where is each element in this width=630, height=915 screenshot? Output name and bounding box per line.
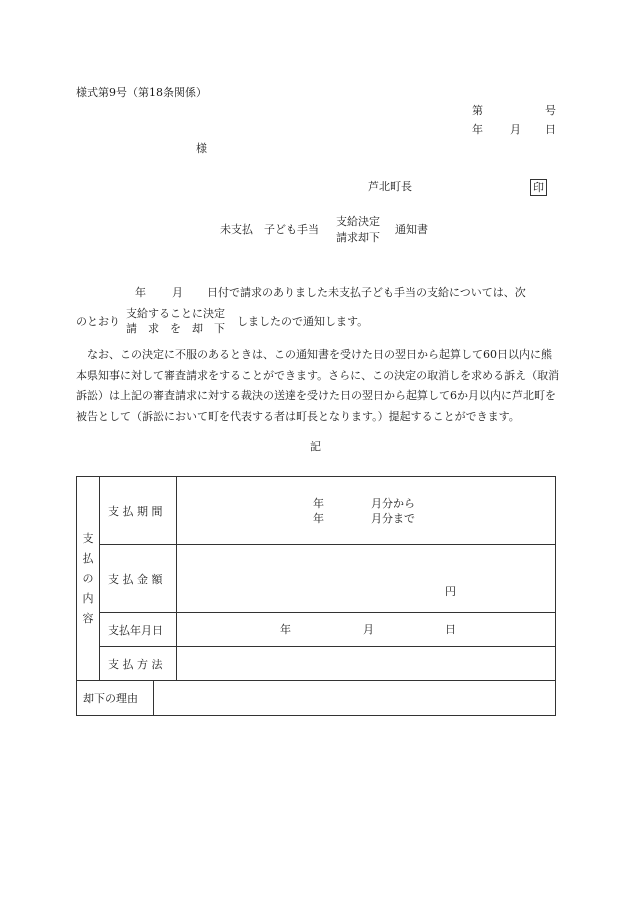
period-from-year: 年 xyxy=(313,497,324,510)
amount-unit: 円 xyxy=(445,585,456,598)
payment-date-year: 年 xyxy=(280,623,291,636)
title-prefix: 未支払 子ども手当 xyxy=(220,223,319,236)
doc-number-suffix: 号 xyxy=(545,104,556,117)
payment-date-field[interactable] xyxy=(177,613,556,647)
section-char: 容 xyxy=(82,611,94,625)
section-char: 支 xyxy=(82,531,94,545)
body-line2-prefix: のとおり xyxy=(76,315,120,328)
addressee-suffix: 様 xyxy=(196,142,207,155)
table-row-date xyxy=(77,613,556,647)
section-char: 払 xyxy=(82,551,94,565)
issuer-name: 芦北町長 xyxy=(368,180,412,193)
table-row-period xyxy=(77,477,556,545)
period-to-year: 年 xyxy=(313,512,324,525)
seal-mark: 印 xyxy=(530,179,547,196)
doc-number-prefix: 第 xyxy=(472,104,483,117)
body-line1-text: 日付で請求のありました未支払子ども手当の支給については、次 xyxy=(207,286,526,299)
rejection-reason-label: 却下の理由 xyxy=(77,681,154,716)
payment-amount-label: 支 払 金 額 xyxy=(100,545,177,613)
payment-period-field[interactable] xyxy=(177,477,556,545)
payment-method-label: 支 払 方 法 xyxy=(100,647,177,681)
table-row-reason xyxy=(77,681,556,716)
body-year: 年 xyxy=(135,286,146,299)
payment-date-day: 日 xyxy=(445,623,456,636)
period-to-month: 月分まで xyxy=(371,512,415,525)
table-row-amount xyxy=(77,545,556,613)
title-option-top: 支給決定 xyxy=(336,215,380,228)
issue-date-day: 日 xyxy=(545,123,556,136)
payment-date-month: 月 xyxy=(363,623,374,636)
body-month: 月 xyxy=(172,286,183,299)
ki-heading: 記 xyxy=(310,440,321,453)
title-option-bottom: 請求却下 xyxy=(336,231,380,244)
body-line2-option-bottom: 請 求 を 却 下 xyxy=(126,322,225,335)
payment-period-label: 支 払 期 間 xyxy=(100,477,177,545)
payment-content-section xyxy=(77,477,100,681)
period-from-month: 月分から xyxy=(371,497,415,510)
appeal-notice: なお、この決定に不服のあるときは、この通知書を受けた日の翌日から起算して60日以内に熊本県知事に対して審査請求をすることができます。さらに、この決定の取消しを求める訴え（取消訴訟）は上記の審査請求に対する裁決の送達を受けた日の翌日から起算して6か月以内に芦北町を被告として（訴訟において町を代表する者は町長となります。）提起することができます。 xyxy=(76,348,560,423)
payment-table xyxy=(76,476,556,681)
section-char: の xyxy=(82,571,94,585)
form-id: 様式第9号（第18条関係） xyxy=(76,86,207,99)
payment-method-field[interactable] xyxy=(177,647,556,681)
payment-date-label: 支払年月日 xyxy=(100,613,177,647)
body-line2-option-top: 支給することに決定 xyxy=(126,307,225,320)
payment-amount-field[interactable] xyxy=(177,545,556,613)
section-char: 内 xyxy=(82,591,94,605)
body-line2-suffix: しましたので通知します。 xyxy=(237,315,369,328)
title-suffix: 通知書 xyxy=(395,223,428,236)
table-row-method xyxy=(77,647,556,681)
rejection-reason-field[interactable] xyxy=(154,681,556,716)
issue-date-month: 月 xyxy=(510,123,521,136)
reason-table xyxy=(76,680,556,716)
issue-date-year: 年 xyxy=(472,123,483,136)
